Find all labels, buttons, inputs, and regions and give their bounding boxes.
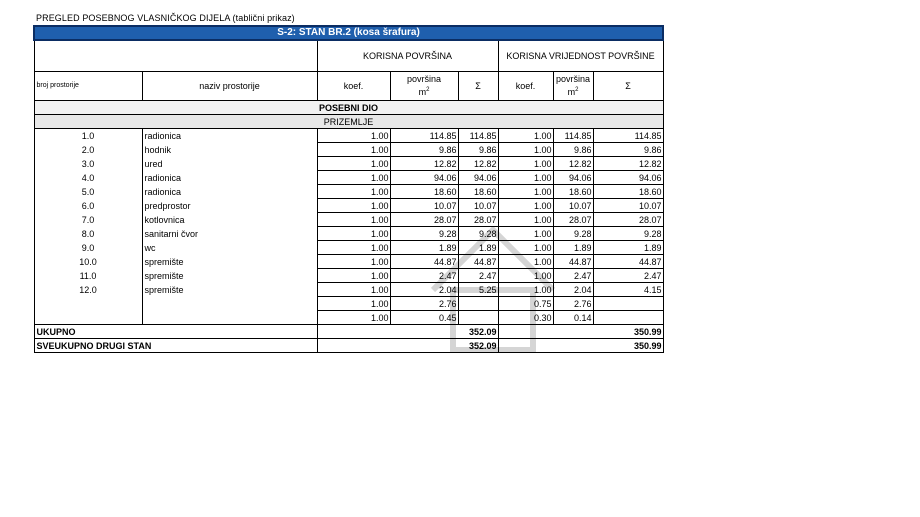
cell-coef-2: 0.75 [498, 297, 553, 311]
cell-sum-2: 28.07 [593, 213, 663, 227]
cell-coef-2: 1.00 [498, 283, 553, 297]
ownership-table [33, 25, 664, 353]
cell-area-1: 2.76 [390, 297, 458, 311]
cell-room-no [34, 297, 142, 311]
table-row [34, 269, 663, 283]
cell-sum-1: 5.25 [458, 283, 498, 297]
cell-room-name: spremište [142, 269, 317, 283]
cell-room-name: radionica [142, 171, 317, 185]
header-area-label: površina [406, 74, 442, 84]
cell-sum-2: 114.85 [593, 129, 663, 143]
cell-area-1: 1.89 [390, 241, 458, 255]
header-sum-2: Σ [593, 72, 663, 101]
group-header-blank [34, 40, 317, 72]
cell-room-no: 11.0 [34, 269, 142, 283]
cell-coef-1: 1.00 [317, 269, 390, 283]
header-area-unit: m [567, 87, 576, 97]
cell-coef-2: 1.00 [498, 227, 553, 241]
cell-sum-1: 9.28 [458, 227, 498, 241]
cell-sum-1: 1.89 [458, 241, 498, 255]
total-sum-1: 352.09 [317, 339, 498, 353]
total-sum-2: 350.99 [498, 339, 663, 353]
cell-sum-2: 12.82 [593, 157, 663, 171]
total-sum-2: 350.99 [498, 325, 663, 339]
cell-sum-1: 18.60 [458, 185, 498, 199]
cell-sum-1: 2.47 [458, 269, 498, 283]
table-row [34, 185, 663, 199]
total-label: UKUPNO [34, 325, 317, 339]
cell-sum-1 [458, 311, 498, 325]
cell-coef-1: 1.00 [317, 171, 390, 185]
cell-coef-1: 1.00 [317, 241, 390, 255]
header-area-unit-exp: 2 [575, 87, 579, 93]
cell-coef-1: 1.00 [317, 199, 390, 213]
cell-room-no: 7.0 [34, 213, 142, 227]
cell-room-no: 6.0 [34, 199, 142, 213]
cell-area-2: 2.04 [553, 283, 593, 297]
cell-coef-1: 1.00 [317, 311, 390, 325]
header-room-no: broj prostorije [34, 72, 142, 101]
table-row [34, 255, 663, 269]
cell-room-name: radionica [142, 129, 317, 143]
cell-room-name: wc [142, 241, 317, 255]
cell-sum-2: 2.47 [593, 269, 663, 283]
cell-area-1: 2.04 [390, 283, 458, 297]
cell-coef-1: 1.00 [317, 227, 390, 241]
group-header-row [34, 40, 663, 72]
cell-area-1: 2.47 [390, 269, 458, 283]
cell-area-1: 12.82 [390, 157, 458, 171]
cell-coef-2: 1.00 [498, 185, 553, 199]
header-coef-2: koef. [498, 72, 553, 101]
cell-coef-2: 1.00 [498, 199, 553, 213]
table-row [34, 311, 663, 325]
header-area-1 [390, 72, 458, 101]
cell-room-name [142, 311, 317, 325]
unit-banner: S-2: STAN BR.2 (kosa šrafura) [34, 26, 663, 40]
cell-coef-2: 0.30 [498, 311, 553, 325]
table-row [34, 213, 663, 227]
cell-room-name: kotlovnica [142, 213, 317, 227]
cell-coef-1: 1.00 [317, 143, 390, 157]
cell-sum-2: 18.60 [593, 185, 663, 199]
cell-coef-1: 1.00 [317, 213, 390, 227]
table-row [34, 297, 663, 311]
cell-area-1: 10.07 [390, 199, 458, 213]
cell-room-no: 10.0 [34, 255, 142, 269]
cell-area-1: 114.85 [390, 129, 458, 143]
cell-area-2: 18.60 [553, 185, 593, 199]
cell-area-2: 2.47 [553, 269, 593, 283]
cell-area-1: 18.60 [390, 185, 458, 199]
cell-room-name: sanitarni čvor [142, 227, 317, 241]
cell-area-2: 2.76 [553, 297, 593, 311]
cell-sum-2: 94.06 [593, 171, 663, 185]
cell-room-no [34, 311, 142, 325]
total-row [34, 325, 663, 339]
cell-area-2: 44.87 [553, 255, 593, 269]
header-room-name: naziv prostorije [142, 72, 317, 101]
total-label: SVEUKUPNO DRUGI STAN [34, 339, 317, 353]
cell-room-name: predprostor [142, 199, 317, 213]
cell-sum-1: 10.07 [458, 199, 498, 213]
cell-area-1: 44.87 [390, 255, 458, 269]
cell-room-name [142, 297, 317, 311]
cell-coef-1: 1.00 [317, 129, 390, 143]
cell-coef-2: 1.00 [498, 241, 553, 255]
cell-coef-2: 1.00 [498, 255, 553, 269]
column-header-row [34, 72, 663, 101]
cell-sum-1 [458, 297, 498, 311]
group-header-value: KORISNA VRIJEDNOST POVRŠINE [498, 40, 663, 72]
floor-row [34, 115, 663, 129]
cell-sum-1: 9.86 [458, 143, 498, 157]
cell-room-no: 12.0 [34, 283, 142, 297]
cell-room-name: radionica [142, 185, 317, 199]
cell-sum-1: 44.87 [458, 255, 498, 269]
group-header-usable: KORISNA POVRŠINA [317, 40, 498, 72]
cell-room-name: ured [142, 157, 317, 171]
cell-sum-1: 12.82 [458, 157, 498, 171]
table-row [34, 143, 663, 157]
cell-area-1: 9.86 [390, 143, 458, 157]
cell-coef-2: 1.00 [498, 269, 553, 283]
document-title: PREGLED POSEBNOG VLASNIČKOG DIJELA (tablični prikaz) [36, 13, 295, 23]
cell-area-2: 12.82 [553, 157, 593, 171]
cell-sum-2: 1.89 [593, 241, 663, 255]
cell-area-2: 114.85 [553, 129, 593, 143]
floor-label: PRIZEMLJE [34, 115, 663, 129]
cell-area-2: 94.06 [553, 171, 593, 185]
cell-room-no: 8.0 [34, 227, 142, 241]
cell-area-1: 0.45 [390, 311, 458, 325]
cell-coef-1: 1.00 [317, 297, 390, 311]
header-area-label: površina [555, 74, 591, 84]
cell-room-no: 3.0 [34, 157, 142, 171]
cell-sum-2: 9.28 [593, 227, 663, 241]
cell-sum-1: 94.06 [458, 171, 498, 185]
table-row [34, 227, 663, 241]
cell-coef-1: 1.00 [317, 283, 390, 297]
cell-area-2: 1.89 [553, 241, 593, 255]
cell-coef-2: 1.00 [498, 213, 553, 227]
cell-sum-2 [593, 297, 663, 311]
cell-area-2: 28.07 [553, 213, 593, 227]
header-coef-1: koef. [317, 72, 390, 101]
cell-area-2: 10.07 [553, 199, 593, 213]
cell-sum-1: 114.85 [458, 129, 498, 143]
cell-room-name: spremište [142, 283, 317, 297]
header-area-unit-exp: 2 [426, 87, 430, 93]
cell-room-no: 5.0 [34, 185, 142, 199]
cell-room-name: spremište [142, 255, 317, 269]
ownership-table-container [33, 25, 662, 353]
section-row [34, 101, 663, 115]
table-row [34, 157, 663, 171]
cell-area-2: 9.86 [553, 143, 593, 157]
cell-area-1: 94.06 [390, 171, 458, 185]
total-sum-1: 352.09 [317, 325, 498, 339]
cell-coef-2: 1.00 [498, 143, 553, 157]
cell-coef-1: 1.00 [317, 157, 390, 171]
cell-sum-2: 9.86 [593, 143, 663, 157]
cell-room-no: 2.0 [34, 143, 142, 157]
cell-room-no: 1.0 [34, 129, 142, 143]
cell-sum-2: 10.07 [593, 199, 663, 213]
table-row [34, 241, 663, 255]
cell-sum-1: 28.07 [458, 213, 498, 227]
cell-coef-2: 1.00 [498, 129, 553, 143]
table-row [34, 283, 663, 297]
cell-coef-1: 1.00 [317, 255, 390, 269]
table-row [34, 199, 663, 213]
header-area-unit: m [418, 87, 427, 97]
total-row [34, 339, 663, 353]
cell-coef-2: 1.00 [498, 157, 553, 171]
cell-room-name: hodnik [142, 143, 317, 157]
cell-coef-1: 1.00 [317, 185, 390, 199]
cell-area-1: 28.07 [390, 213, 458, 227]
cell-sum-2: 44.87 [593, 255, 663, 269]
table-row [34, 129, 663, 143]
cell-room-no: 4.0 [34, 171, 142, 185]
cell-sum-2: 4.15 [593, 283, 663, 297]
cell-coef-2: 1.00 [498, 171, 553, 185]
cell-sum-2 [593, 311, 663, 325]
cell-area-2: 9.28 [553, 227, 593, 241]
cell-room-no: 9.0 [34, 241, 142, 255]
cell-area-1: 9.28 [390, 227, 458, 241]
table-row [34, 171, 663, 185]
header-area-2 [553, 72, 593, 101]
cell-area-2: 0.14 [553, 311, 593, 325]
banner-row [34, 26, 663, 40]
header-sum-1: Σ [458, 72, 498, 101]
section-label: POSEBNI DIO [34, 101, 663, 115]
